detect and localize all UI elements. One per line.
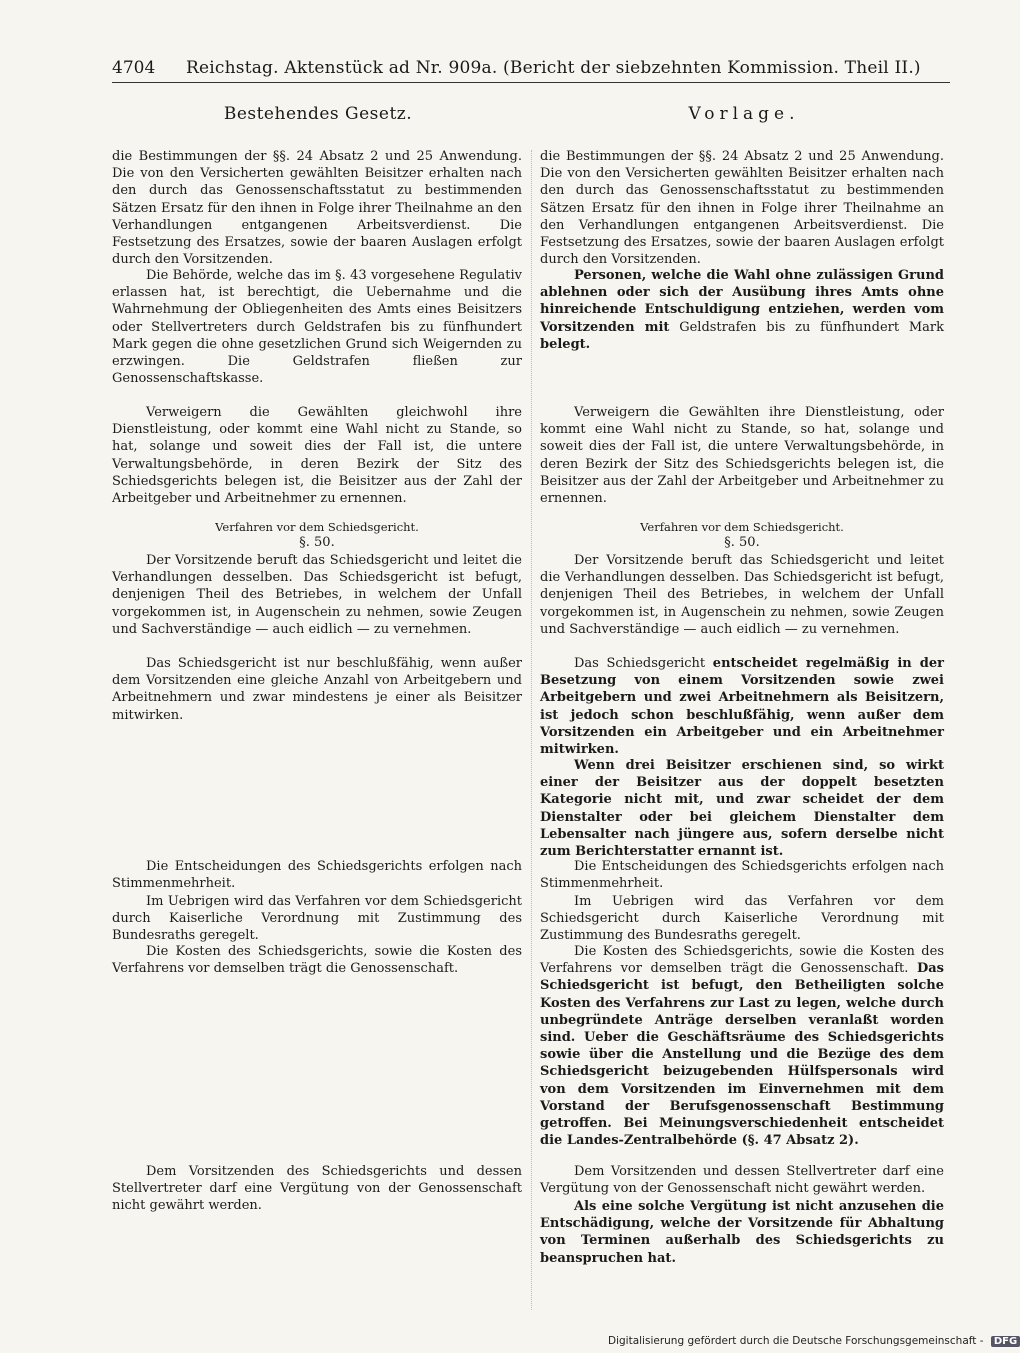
right-p1-text: die Bestimmungen der §§. 24 Absatz 2 und 25 Anwendung. Die von den Versicherten gewählten Beisitzer erhalten nach den durch das Genossenschaftsstatut zu bestimmenden Sätzen Ersatz für den ihnen in Folge ihrer Theilnahme an den Verhandlungen entgangenen Arbeitsverdienst. Die Festsetzung des Ersatzes, sowie der baaren Auslagen erfolgt durch den Vorsitzenden. [540, 149, 944, 268]
right-p3-text: Verweigern die Gewählten ihre Dienstleistung, oder kommt eine Wahl nicht zu Stande, so hat, solange und soweit dies der Fall ist, die untere Verwaltungsbehörde, in deren Bezirk der Sitz des Schiedsgerichts belegen ist, die Beisitzer aus der Zahl der Arbeitgeber und Arbeitnehmer zu ernennen. [540, 405, 944, 507]
right-p10-text: Dem Vorsitzenden und dessen Stellvertreter darf eine Vergütung von der Genossenschaft nicht gewährt werden. [540, 1164, 944, 1197]
right-paragraph-2 [540, 267, 944, 353]
right-p9-plain: Die Kosten des Schiedsgerichts, sowie die Kosten des Verfahrens vor demselben trägt die Genossenschaft. [540, 944, 944, 977]
right-paragraph-11 [540, 1198, 944, 1267]
right-section-title: Verfahren vor dem Schiedsgericht. [640, 520, 844, 534]
right-p9-bold: Das Schiedsgericht ist befugt, den Betheiligten solche Kosten des Verfahrens zur Last zu legen, welche durch unbegründete Anträge derselben veranlaßt worden sind. Ueber die Geschäftsräume des Schiedsgerichts sowie über die Anstellung und die Bezüge des dem Schiedsgericht beizugebenden Hülfspersonals wird von dem Vorsitzenden im Einvernehmen mit dem Vorstand der Berufsgenossenschaft Bestimmung getroffen. Bei Meinungsverschiedenheit entscheidet die Landes-Zentralbehörde (§. 47 Absatz 2). [540, 961, 944, 1149]
right-section-number: §. 50. [724, 535, 760, 550]
left-section-heading [112, 520, 522, 550]
left-paragraph-9 [112, 1163, 522, 1215]
right-paragraph-4 [540, 552, 944, 638]
left-paragraph-6 [112, 858, 522, 892]
left-p3-text: Verweigern die Gewählten gleichwohl ihre Dienstleistung, oder kommt eine Wahl nicht zu Stande, so hat, solange und soweit dies der Fall ist, die untere Verwaltungsbehörde, in deren Bezirk der Sitz des Schiedsgerichts belegen ist, die Beisitzer aus der Zahl der Arbeitgeber und Arbeitnehmer zu ernennen. [112, 405, 522, 507]
right-p5-plain: Das Schiedsgericht [574, 656, 713, 671]
right-p7-text: Die Entscheidungen des Schiedsgerichts erfolgen nach Stimmenmehrheit. [540, 859, 944, 892]
right-p8-text: Im Uebrigen wird das Verfahren vor dem Schiedsgericht durch Kaiserliche Verordnung mit Zustimmung des Bundesraths geregelt. [540, 894, 944, 944]
left-paragraph-2 [112, 267, 522, 387]
right-column-heading: Vorlage. [688, 104, 800, 124]
left-section-number: §. 50. [299, 535, 335, 550]
dfg-logo-icon: DFG [991, 1336, 1020, 1347]
right-p5-bold: entscheidet regelmäßig in der Besetzung von einem Vorsitzenden sowie zwei Arbeitgebern und zwei Arbeitnehmern als Beisitzern, ist jedoch schon beschlußfähig, wenn außer dem Vorsitzenden ein Arbeitgeber und ein Arbeitnehmer mitwirken. [540, 656, 944, 758]
right-p2-bold: Personen, welche die Wahl ohne zulässigen Grund ablehnen oder sich der Ausübung ihres Amts ohne hinreichende Entschuldigung entziehen, werden vom Vorsitzenden mit [540, 268, 944, 335]
left-paragraph-4 [112, 552, 522, 638]
right-paragraph-1 [540, 148, 944, 268]
left-paragraph-5 [112, 655, 522, 724]
left-p8-text: Die Kosten des Schiedsgerichts, sowie die Kosten des Verfahrens vor demselben trägt die Genossenschaft. [112, 944, 522, 977]
right-p11-bold: Als eine solche Vergütung ist nicht anzusehen die Entschädigung, welche der Vorsitzende für Abhaltung von Terminen außerhalb des Schiedsgerichts zu beanspruchen hat. [540, 1199, 944, 1266]
left-p9-text: Dem Vorsitzenden des Schiedsgerichts und dessen Stellvertreter darf eine Vergütung von der Genossenschaft nicht gewährt werden. [112, 1164, 522, 1214]
left-paragraph-7 [112, 893, 522, 945]
right-p6-bold: Wenn drei Beisitzer erschienen sind, so wirkt einer der Beisitzer aus der doppelt besetzten Kategorie nicht mit, und zwar scheidet der dem Dienstalter oder bei gleichem Dienstalter dem Lebensalter nach jüngere aus, sofern derselbe nicht zum Berichterstatter ernannt ist. [540, 758, 944, 860]
page-number: 4704 [112, 58, 156, 78]
column-divider [531, 150, 532, 1310]
left-p4-text: Der Vorsitzende beruft das Schiedsgericht und leitet die Verhandlungen desselben. Das Schiedsgericht ist befugt, denjenigen Theil des Betriebes, in welchem der Unfall vorgekommen ist, in Augenschein zu nehmen, sowie Zeugen und Sachverständige — auch eidlich — zu vernehmen. [112, 553, 522, 637]
right-p2-bold-end: belegt. [540, 336, 591, 352]
right-paragraph-10 [540, 1163, 944, 1197]
left-p2-text: Die Behörde, welche das im §. 43 vorgesehene Regulativ erlassen hat, ist berechtigt, die Uebernahme und die Wahrnehmung der Obliegenheiten des Amts eines Beisitzers oder Stellvertreters durch Geldstrafen bis zu fünfhundert Mark gegen die ohne gesetzlichen Grund sich Weigernden zu erzwingen. Die Geldstrafen fließen zur Genossenschaftskasse. [112, 268, 522, 387]
right-p2-plain: Geldstrafen bis zu fünfhundert Mark [669, 319, 944, 335]
left-p1-text: die Bestimmungen der §§. 24 Absatz 2 und 25 Anwendung. Die von den Versicherten gewählten Beisitzer erhalten nach den durch das Genossenschaftsstatut zu bestimmenden Sätzen Ersatz für den ihnen in Folge ihrer Theilnahme an den Verhandlungen entgangenen Arbeitsverdienst. Die Festsetzung des Ersatzes, sowie der baaren Auslagen erfolgt durch den Vorsitzenden. [112, 149, 522, 268]
digitization-credit [608, 1335, 1020, 1347]
right-paragraph-9 [540, 943, 944, 1149]
right-paragraph-5 [540, 655, 944, 758]
left-column-heading: Bestehendes Gesetz. [223, 104, 413, 124]
right-paragraph-7 [540, 858, 944, 892]
running-title: Reichstag. Aktenstück ad Nr. 909a. (Bericht der siebzehnten Kommission. Theil II.) [186, 58, 921, 78]
right-section-heading [540, 520, 944, 550]
left-paragraph-3 [112, 404, 522, 507]
left-p6-text: Die Entscheidungen des Schiedsgerichts erfolgen nach Stimmenmehrheit. [112, 859, 522, 892]
right-p4-text: Der Vorsitzende beruft das Schiedsgericht und leitet die Verhandlungen desselben. Das Schiedsgericht ist befugt, denjenigen Theil des Betriebes, in welchem der Unfall vorgekommen ist, in Augenschein zu nehmen, sowie Zeugen und Sachverständige — auch eidlich — zu vernehmen. [540, 553, 944, 637]
left-p5-text: Das Schiedsgericht ist nur beschlußfähig, wenn außer dem Vorsitzenden eine gleiche Anzahl von Arbeitgebern und Arbeitnehmern und zwar mindestens je einer als Beisitzer mitwirken. [112, 656, 522, 723]
credit-text: Digitalisierung gefördert durch die Deutsche Forschungsgemeinschaft - [608, 1335, 984, 1347]
left-paragraph-1 [112, 148, 522, 268]
page-header [112, 56, 950, 83]
left-section-title: Verfahren vor dem Schiedsgericht. [215, 520, 419, 534]
left-p7-text: Im Uebrigen wird das Verfahren vor dem Schiedsgericht durch Kaiserliche Verordnung mit Zustimmung des Bundesraths geregelt. [112, 894, 522, 944]
right-paragraph-3 [540, 404, 944, 507]
right-paragraph-8 [540, 893, 944, 945]
right-paragraph-6 [540, 757, 944, 860]
left-paragraph-8 [112, 943, 522, 977]
